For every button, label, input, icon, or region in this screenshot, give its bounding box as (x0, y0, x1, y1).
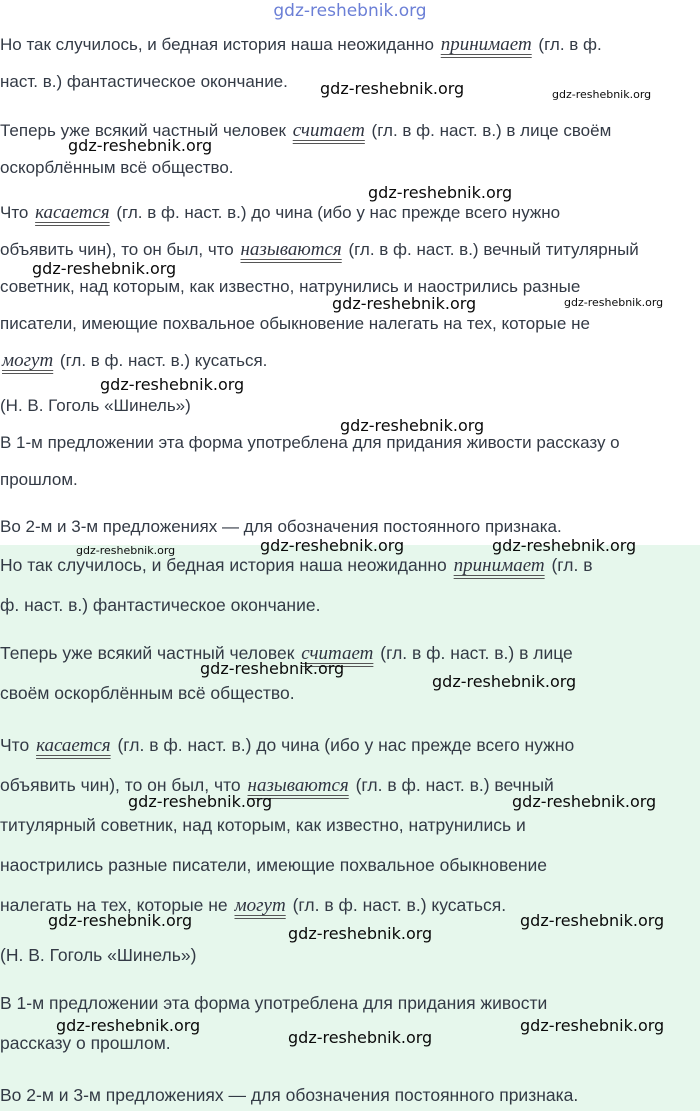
line-segment: (гл. в (546, 555, 593, 575)
watermark: gdz-reshebnik.org (260, 536, 405, 555)
line-segment: Теперь уже всякий частный человек (0, 643, 300, 663)
watermark: gdz-reshebnik.org (340, 416, 485, 435)
text-line (0, 845, 547, 885)
line-segment: советник, над которым, как известно, натрунились и наострились разные (0, 277, 581, 296)
line-segment: налегать на тех, которые не (0, 895, 233, 915)
text-line (0, 805, 526, 845)
highlighted-verb: называются (247, 775, 349, 796)
text-line (0, 1075, 578, 1115)
text-line (0, 725, 574, 766)
line-segment: объявить чин), то он был, что (0, 775, 246, 795)
highlighted-verb: считает (292, 120, 365, 141)
line-segment: объявить чин), то он был, что (0, 240, 239, 259)
line-segment: (гл. в ф. наст. в.) в лице своём (366, 121, 612, 140)
text-line (0, 673, 295, 713)
line-segment: своём оскорблённым всё общество. (0, 683, 295, 703)
highlighted-verb: принимает (440, 34, 532, 55)
highlighted-verb: касается (35, 202, 110, 223)
line-segment: (гл. в ф. наст. в.) до чина (ибо у нас прежде всего нужно (111, 203, 561, 222)
watermark: gdz-reshebnik.org (100, 375, 245, 394)
line-segment: Что (0, 735, 35, 755)
text-line (0, 765, 554, 806)
text-line (0, 585, 320, 625)
watermark: gdz-reshebnik.org (564, 296, 664, 309)
line-segment: (Н. В. Гоголь «Шинель») (0, 945, 197, 965)
line-segment: В 1-м предложении эта форма употреблена для придания живости (0, 993, 548, 1013)
highlighted-verb: могут (234, 895, 286, 916)
watermark: gdz-reshebnik.org (492, 536, 637, 555)
text-line (0, 342, 267, 379)
line-segment: В 1-м предложении эта форма употреблена для придания живости рассказу о (0, 433, 620, 452)
watermark: gdz-reshebnik.org (332, 294, 477, 313)
line-segment: Теперь уже всякий частный человек (0, 121, 291, 140)
text-line (0, 935, 196, 975)
line-segment: (гл. в ф. наст. в.) вечный (350, 775, 554, 795)
highlighted-verb: касается (36, 735, 111, 756)
line-segment: Во 2-м и 3-м предложениях — для обозначения постоянного признака. (0, 1085, 579, 1105)
watermark: gdz-reshebnik.org (32, 259, 177, 278)
highlighted-verb: могут (2, 350, 54, 371)
line-segment: (гл. в ф. (533, 35, 602, 54)
highlighted-verb: называются (240, 239, 342, 260)
watermark: gdz-reshebnik.org (68, 136, 213, 155)
line-segment: рассказу о прошлом. (0, 1033, 171, 1053)
line-segment: титулярный советник, над которым, как известно, натрунились и (0, 815, 526, 835)
line-segment: ф. наст. в.) фантастическое окончание. (0, 595, 321, 615)
line-segment: наострились разные писатели, имеющие похвальное обыкновение (0, 855, 548, 875)
site-header-watermark: gdz-reshebnik.org (273, 1, 427, 21)
watermark: gdz-reshebnik.org (200, 659, 345, 678)
text-line (0, 461, 78, 498)
watermark: gdz-reshebnik.org (520, 911, 665, 930)
line-segment: писатели, имеющие похвальное обыкновение налегать на тех, которые не (0, 314, 590, 333)
watermark: gdz-reshebnik.org (512, 792, 657, 811)
highlighted-verb: считает (301, 643, 374, 664)
line-segment: (гл. в ф. наст. в.) до чина (ибо у нас прежде всего нужно (112, 735, 575, 755)
line-segment: прошлом. (0, 470, 78, 489)
line-segment: наст. в.) фантастическое окончание. (0, 72, 288, 91)
watermark: gdz-reshebnik.org (288, 1028, 433, 1047)
text-line (0, 305, 590, 342)
answer-block-plain (0, 26, 700, 545)
watermark: gdz-reshebnik.org (368, 183, 513, 202)
line-segment: (гл. в ф. наст. в.) кусаться. (55, 351, 268, 370)
line-segment: оскорблённым всё общество. (0, 158, 234, 177)
line-segment: Но так случилось, и бедная история наша неожиданно (0, 35, 439, 54)
line-segment: Но так случилось, и бедная история наша неожиданно (0, 555, 452, 575)
line-segment: (Н. В. Гоголь «Шинель») (0, 396, 191, 415)
watermark: gdz-reshebnik.org (76, 544, 176, 557)
text-line (0, 424, 620, 461)
line-segment: Во 2-м и 3-м предложениях — для обозначения постоянного признака. (0, 517, 562, 536)
watermark: gdz-reshebnik.org (128, 792, 273, 811)
watermark: gdz-reshebnik.org (288, 924, 433, 943)
watermark: gdz-reshebnik.org (320, 79, 465, 98)
watermark: gdz-reshebnik.org (48, 911, 193, 930)
watermark: gdz-reshebnik.org (552, 88, 652, 101)
line-segment: Что (0, 203, 34, 222)
line-segment: (гл. в ф. наст. в.) вечный титулярный (343, 240, 639, 259)
watermark: gdz-reshebnik.org (432, 672, 577, 691)
text-line (0, 26, 602, 63)
text-line (0, 63, 288, 100)
watermark: gdz-reshebnik.org (56, 1016, 201, 1035)
highlighted-verb: принимает (453, 555, 545, 576)
line-segment: (гл. в ф. наст. в.) в лице (375, 643, 573, 663)
watermark: gdz-reshebnik.org (520, 1016, 665, 1035)
answer-text (0, 26, 694, 545)
line-segment: (гл. в ф. наст. в.) кусаться. (287, 895, 507, 915)
